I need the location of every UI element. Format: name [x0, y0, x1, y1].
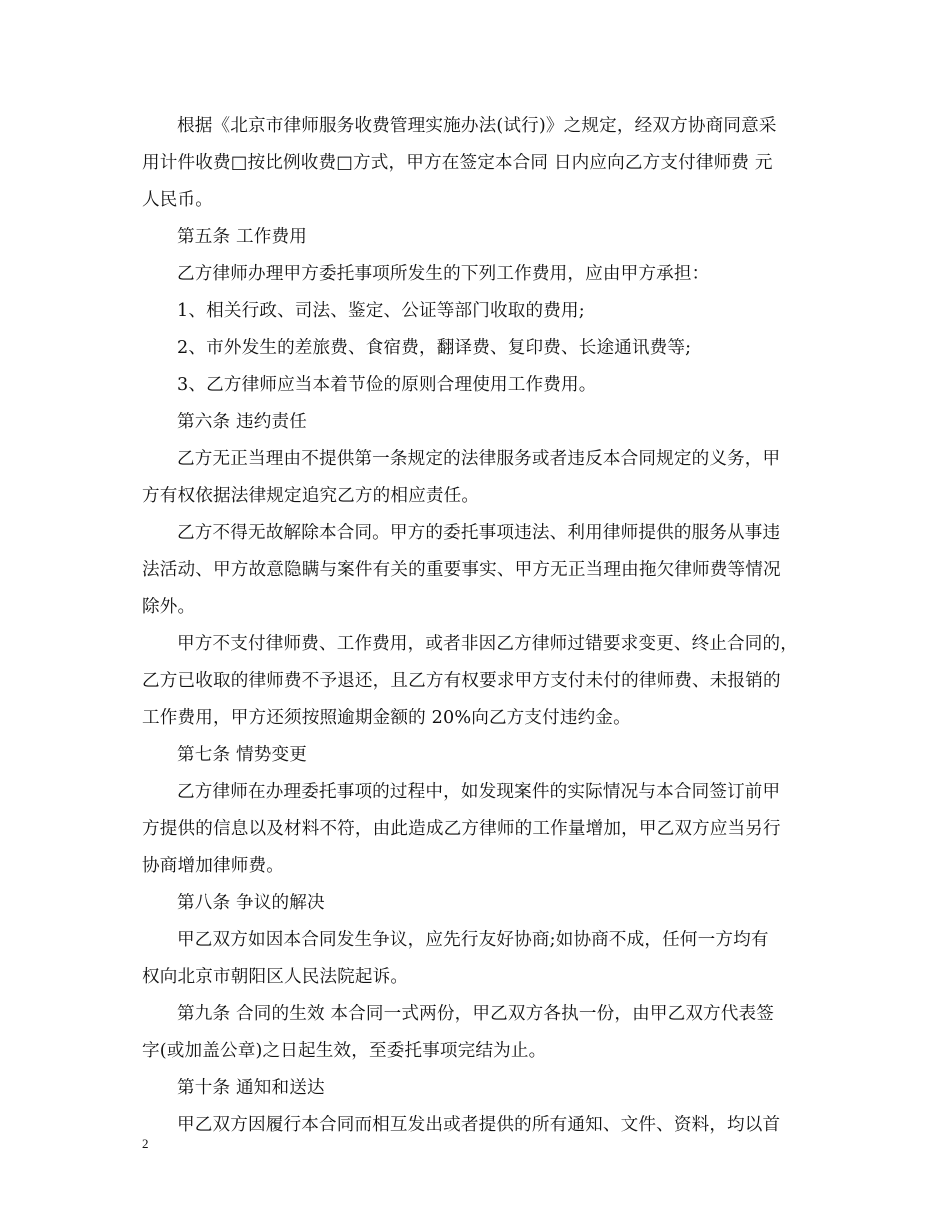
paragraph-line: 乙方已收取的律师费不予退还，且乙方有权要求甲方支付未付的律师费、未报销的 [142, 671, 781, 691]
paragraph-line: 乙方无正当理由不提供第一条规定的法律服务或者违反本合同规定的义务，甲 [177, 449, 781, 469]
paragraph-line: 甲乙双方如因本合同发生争议，应先行友好协商;如协商不成，任何一方均有 [177, 930, 769, 950]
section-heading: 第五条 工作费用 [177, 227, 307, 247]
list-item: 1、相关行政、司法、鉴定、公证等部门收取的费用; [177, 301, 585, 321]
paragraph-line: 方有权依据法律规定追究乙方的相应责任。 [142, 486, 480, 506]
list-item: 2、市外发生的差旅费、食宿费，翻译费、复印费、长途通讯费等; [177, 338, 692, 358]
paragraph-line: 甲方不支付律师费、工作费用，或者非因乙方律师过错要求变更、终止合同的， [177, 634, 799, 654]
paragraph-line: 乙方律师在办理委托事项的过程中，如发现案件的实际情况与本合同签订前甲 [177, 782, 781, 802]
section-heading: 第八条 争议的解决 [177, 893, 325, 913]
paragraph-line: 权向北京市朝阳区人民法院起诉。 [142, 967, 409, 987]
paragraph-line: 甲乙双方因履行本合同而相互发出或者提供的所有通知、文件、资料，均以首 [177, 1115, 781, 1135]
section-heading: 第十条 通知和送达 [177, 1078, 325, 1098]
paragraph-line: 工作费用，甲方还须按照逾期金额的 20%向乙方支付违约金。 [142, 708, 631, 728]
paragraph-line: 用计件收费□按比例收费□方式，甲方在签定本合同 日内应向乙方支付律师费 元 [142, 153, 773, 173]
section-heading: 第六条 违约责任 [177, 412, 307, 432]
section-heading: 第九条 合同的生效 本合同一式两份，甲乙双方各执一份，由甲乙双方代表签 [177, 1004, 775, 1024]
paragraph-line: 法活动、甲方故意隐瞒与案件有关的重要事实、甲方无正当理由拖欠律师费等情况 [142, 560, 781, 580]
paragraph-line: 除外。 [142, 597, 196, 617]
paragraph-line: 根据《北京市律师服务收费管理实施办法(试行)》之规定，经双方协商同意采 [177, 116, 777, 136]
paragraph-line: 乙方不得无故解除本合同。甲方的委托事项违法、利用律师提供的服务从事违 [177, 523, 781, 543]
paragraph-line: 乙方律师办理甲方委托事项所发生的下列工作费用，应由甲方承担： [177, 264, 710, 284]
section-heading: 第七条 情势变更 [177, 745, 307, 765]
list-item: 3、乙方律师应当本着节俭的原则合理使用工作费用。 [177, 375, 597, 395]
paragraph-line: 协商增加律师费。 [142, 856, 284, 876]
paragraph-line: 方提供的信息以及材料不符，由此造成乙方律师的工作量增加，甲乙双方应当另行 [142, 819, 781, 839]
paragraph-line: 字(或加盖公章)之日起生效，至委托事项完结为止。 [142, 1041, 547, 1061]
page-number: 2 [142, 1136, 149, 1151]
paragraph-line: 人民币。 [142, 190, 213, 210]
